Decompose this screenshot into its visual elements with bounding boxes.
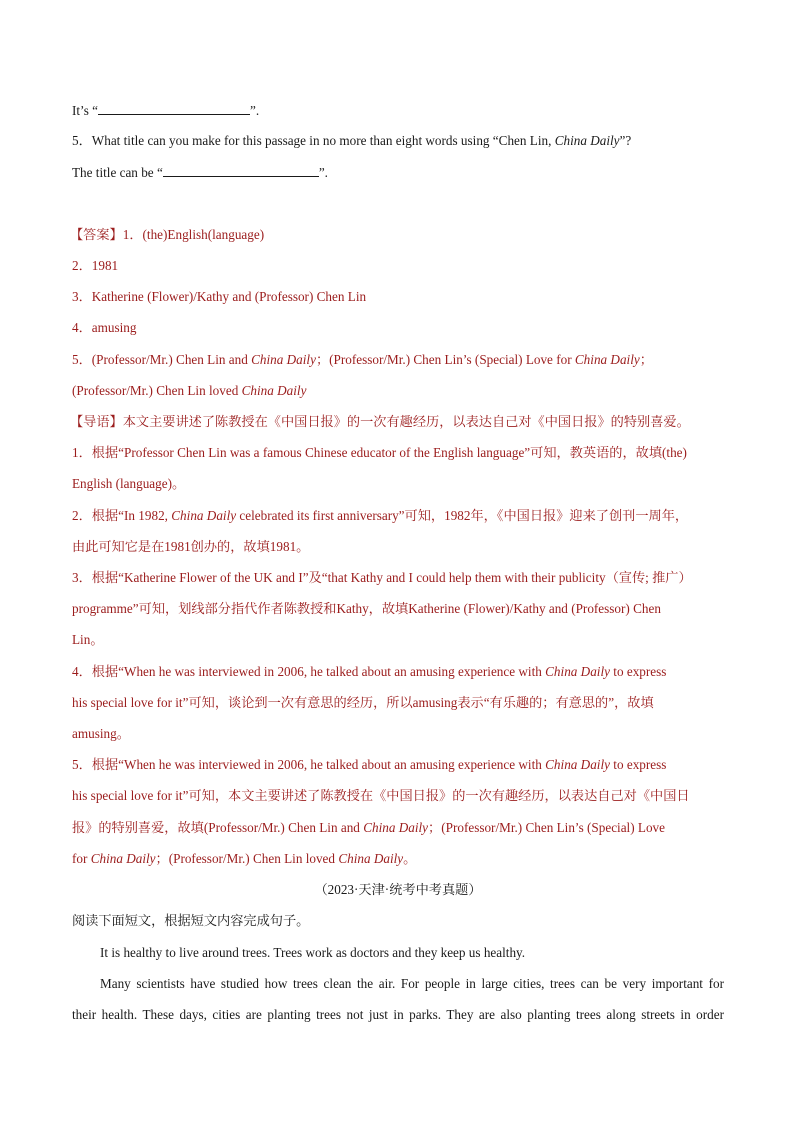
answer-5-italic: China Daily [241,383,307,398]
explanation-part: 5．根据“When he was interviewed in 2006, he talked about an amusing experience with [72,757,546,772]
explanation-part: celebrated its first anniversary”可知，1982年，《中国日报》迎来了创刊一周年， [236,508,689,523]
explanation-part: 4．根据“When he was interviewed in 2006, he talked about an amusing experience with [72,664,546,679]
explanation-italic: China Daily [338,851,404,866]
explanation-5-line4 [72,849,724,869]
explanation-3-line3: Lin。 [72,632,104,647]
passage-paragraph-1: It is healthy to live around trees. Trees work as doctors and they keep us healthy. [100,945,526,960]
explanation-5-line3 [72,818,724,838]
explanation-italic: China Daily [545,664,610,679]
explanation-italic: China Daily [545,757,610,772]
explanation-4-line3: amusing。 [72,726,130,741]
passage-paragraph-2-line2: their health. These days, cities are planting trees not just in parks. They are also planting trees along streets in order [72,1007,724,1022]
explanation-italic: China Daily [90,851,156,866]
explanation-part: to express [609,664,667,679]
q5-prompt [72,131,724,151]
answer-1 [70,225,724,245]
explanation-part: to express [609,757,667,772]
explanation-4-line1 [72,662,724,682]
guide-label: 【导语】 [70,414,123,429]
explanation-2-line2: 由此可知它是在1981创办的，故填1981。 [72,539,310,554]
explanation-part: ；(Professor/Mr.) Chen Lin’s (Special) Love [428,820,666,835]
q5-answer-line [72,162,724,183]
explanation-part: for [72,851,91,866]
q5-tail-prefix: The title can be “ [72,165,163,180]
section-instruction: 阅读下面短文，根据短文内容完成句子。 [72,913,310,928]
explanation-part: 报》的特别喜爱，故填(Professor/Mr.) Chen Lin and [72,820,364,835]
guide-text: 本文主要讲述了陈教授在《中国日报》的一次有趣经历，以表达自己对《中国日报》的特别喜爱。 [122,414,690,429]
answer-2: 2．1981 [72,258,119,273]
q5-prompt-text: 5．What title can you make for this passage in no more than eight words using “Chen Lin, [72,133,555,148]
explanation-3-line2: programme”可知，划线部分指代作者陈教授和Kathy，故填Katherine (Flower)/Kathy and (Professor) Chen [72,601,661,616]
explanation-part: 2．根据“In 1982, [72,508,172,523]
explanation-italic: China Daily [363,820,429,835]
q5-tail-suffix: ”. [318,165,328,180]
explanation-2-line1 [72,506,724,526]
answer-5-part: 5．(Professor/Mr.) Chen Lin and [72,352,252,367]
q4-tail-suffix: ”. [250,103,260,118]
explanation-5-line1 [72,755,724,775]
answer-5-italic: China Daily [251,352,316,367]
answer-label: 【答案】 [70,227,123,242]
explanation-4-line2: his special love for it”可知，谈论到一次有意思的经历，所以amusing表示“有乐趣的；有意思的”，故填 [72,695,654,710]
answer-5-line2 [72,381,724,401]
answer-3: 3．Katherine (Flower)/Kathy and (Professor) Chen Lin [72,289,367,304]
explanation-1-line1: 1．根据“Professor Chen Lin was a famous Chinese educator of the English language”可知，教英语的，故填(the) [72,445,687,460]
section-source: （2023·天津·统考中考真题） [314,882,482,897]
explanation-part: 。 [403,851,417,866]
q4-tail-prefix: It’s “ [72,103,99,118]
answer-5-part: ； [639,352,653,367]
answer-5-italic: China Daily [574,352,640,367]
answer-5-part: (Professor/Mr.) Chen Lin loved [72,383,242,398]
answer-1-text: 1．(the)English(language) [122,227,265,242]
answer-5 [72,350,724,370]
q4-answer-blank[interactable] [98,100,250,115]
answer-4: 4．amusing [72,320,137,335]
explanation-italic: China Daily [171,508,237,523]
answer-5-part: ；(Professor/Mr.) Chen Lin’s (Special) Love for [315,352,575,367]
explanation-5-line2: his special love for it”可知，本文主要讲述了陈教授在《中国日报》的一次有趣经历，以表达自己对《中国日 [72,788,690,803]
q5-prompt-end: ”? [619,133,632,148]
q5-answer-blank[interactable] [163,162,319,177]
q5-prompt-italic: China Daily [554,133,620,148]
explanation-part: ；(Professor/Mr.) Chen Lin loved [155,851,339,866]
q4-answer-line [72,100,724,121]
passage-paragraph-2-line1: Many scientists have studied how trees clean the air. For people in large cities, trees can be very important for [100,976,724,991]
explanation-1-line2: English (language)。 [72,476,186,491]
explanation-3-line1: 3．根据“Katherine Flower of the UK and I”及“that Kathy and I could help them with their publicity（宣传; 推广） [72,570,692,585]
guide [70,412,724,432]
